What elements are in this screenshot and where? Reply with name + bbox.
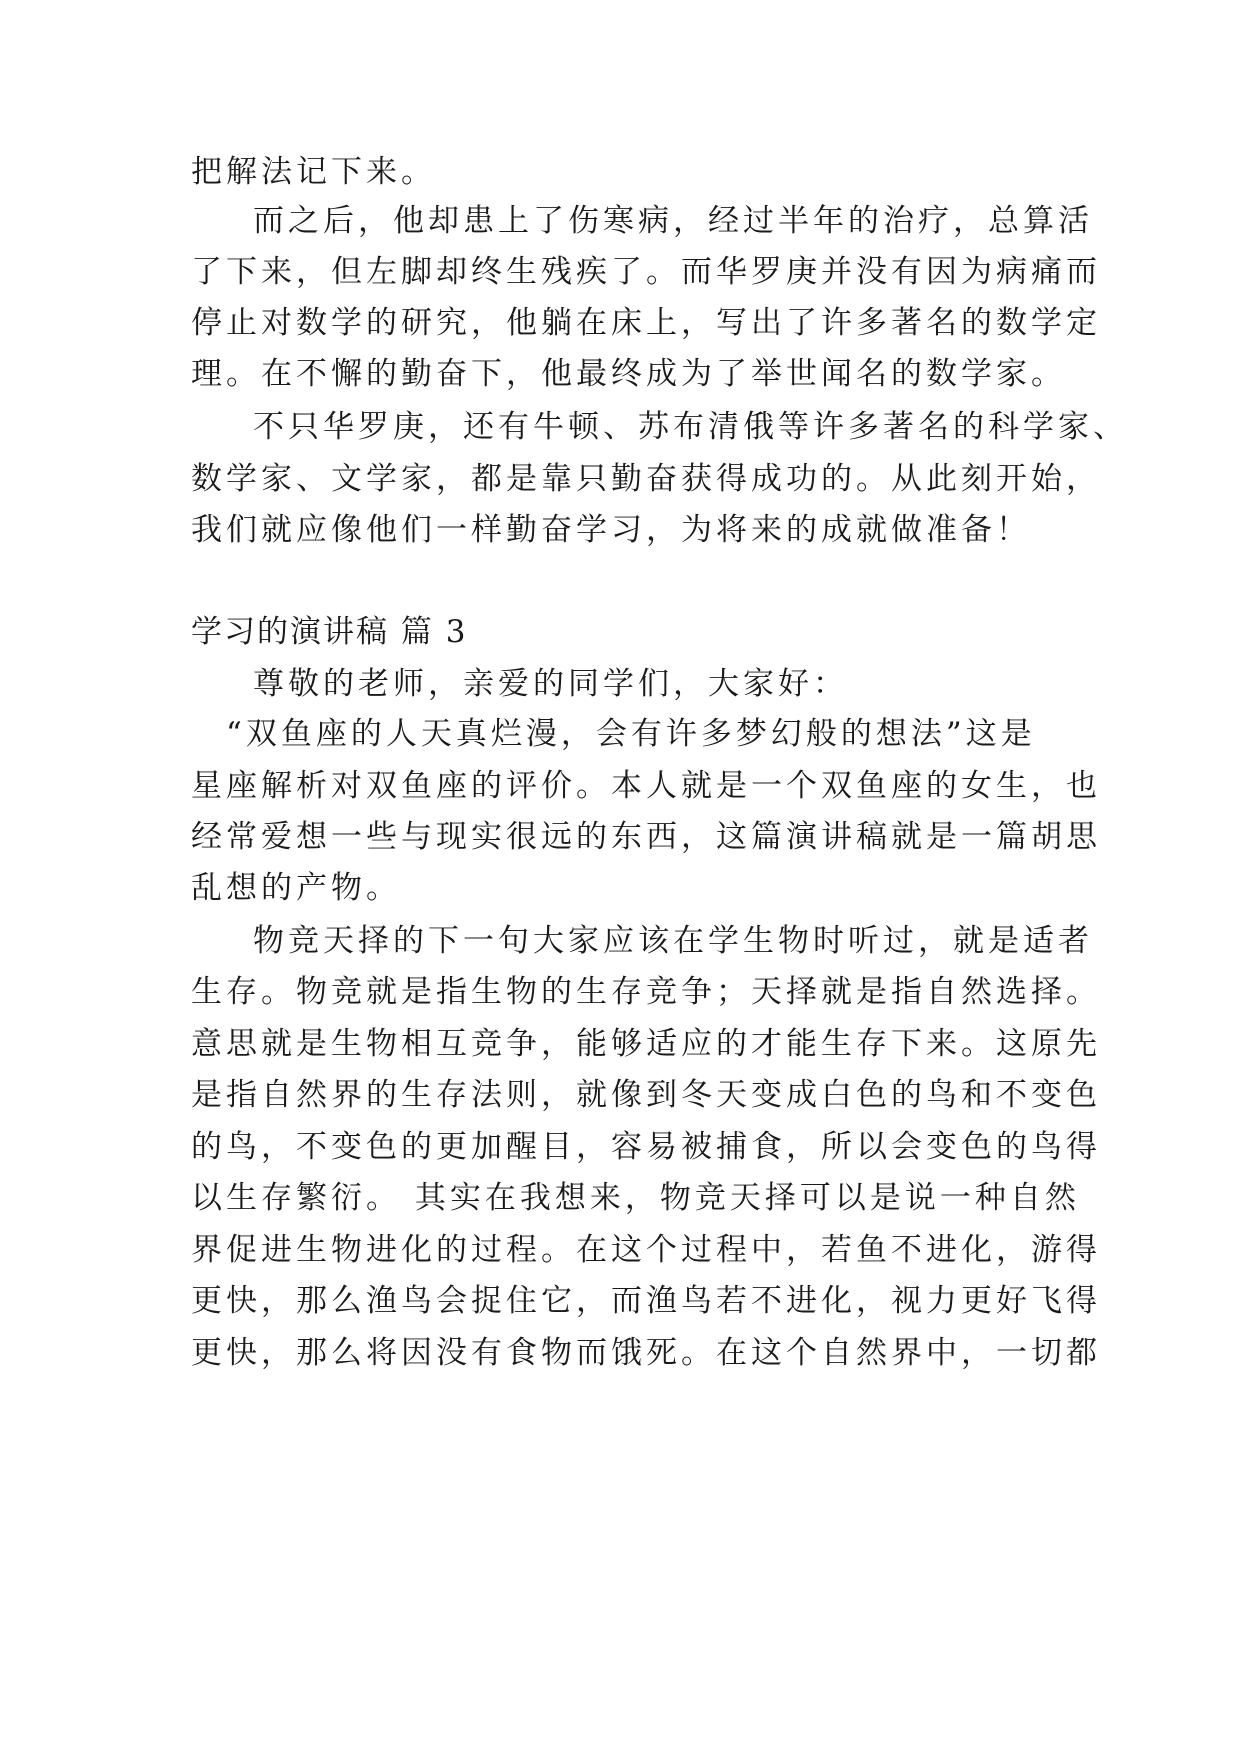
paragraph-line: 数学家、文学家，都是靠只勤奋获得成功的。从此刻开始， bbox=[191, 461, 1101, 497]
paragraph-line: 理。在不懈的勤奋下，他最终成为了举世闻名的数学家。 bbox=[191, 356, 1066, 392]
greeting-line: 尊敬的老师，亲爱的同学们，大家好： bbox=[253, 666, 848, 702]
paragraph-line: 乱想的产物。 bbox=[191, 870, 401, 906]
paragraph-line: 更快，那么渔鸟会捉住它，而渔鸟若不进化，视力更好飞得 bbox=[191, 1283, 1101, 1319]
paragraph-line: 把解法记下来。 bbox=[191, 154, 436, 190]
paragraph-line: 物竞天择的下一句大家应该在学生物时听过，就是适者 bbox=[253, 923, 1093, 959]
paragraph-line: 以生存繁衍。 其实在我想来，物竞天择可以是说一种自然 bbox=[191, 1180, 1080, 1216]
paragraph-line: 意思就是生物相互竞争，能够适应的才能生存下来。这原先 bbox=[191, 1026, 1101, 1062]
section-heading: 学习的演讲稿 篇 3 bbox=[191, 614, 468, 650]
paragraph-line: 是指自然界的生存法则，就像到冬天变成白色的鸟和不变色 bbox=[191, 1077, 1101, 1113]
paragraph-line: 生存。物竞就是指生物的生存竞争；天择就是指自然选择。 bbox=[191, 974, 1101, 1010]
paragraph-line: 星座解析对双鱼座的评价。本人就是一个双鱼座的女生，也 bbox=[191, 768, 1101, 804]
paragraph-line: 我们就应像他们一样勤奋学习，为将来的成就做准备！ bbox=[191, 512, 1031, 548]
paragraph-line: 不只华罗庚，还有牛顿、苏布清俄等许多著名的科学家、 bbox=[253, 409, 1128, 445]
paragraph-line: 界促进生物进化的过程。在这个过程中，若鱼不进化，游得 bbox=[191, 1232, 1101, 1268]
paragraph-line: 停止对数学的研究，他躺在床上，写出了许多著名的数学定 bbox=[191, 305, 1101, 341]
paragraph-line: 经常爱想一些与现实很远的东西，这篇演讲稿就是一篇胡思 bbox=[191, 819, 1101, 855]
paragraph-line: 而之后，他却患上了伤寒病，经过半年的治疗，总算活 bbox=[253, 203, 1093, 239]
paragraph-line: 的鸟，不变色的更加醒目，容易被捕食，所以会变色的鸟得 bbox=[191, 1129, 1101, 1165]
paragraph-line: 更快，那么将因没有食物而饿死。在这个自然界中，一切都 bbox=[191, 1335, 1101, 1371]
paragraph-line: 了下来，但左脚却终生残疾了。而华罗庚并没有因为病痛而 bbox=[191, 254, 1101, 290]
paragraph-line: “双鱼座的人天真烂漫，会有许多梦幻般的想法”这是 bbox=[226, 716, 1036, 752]
